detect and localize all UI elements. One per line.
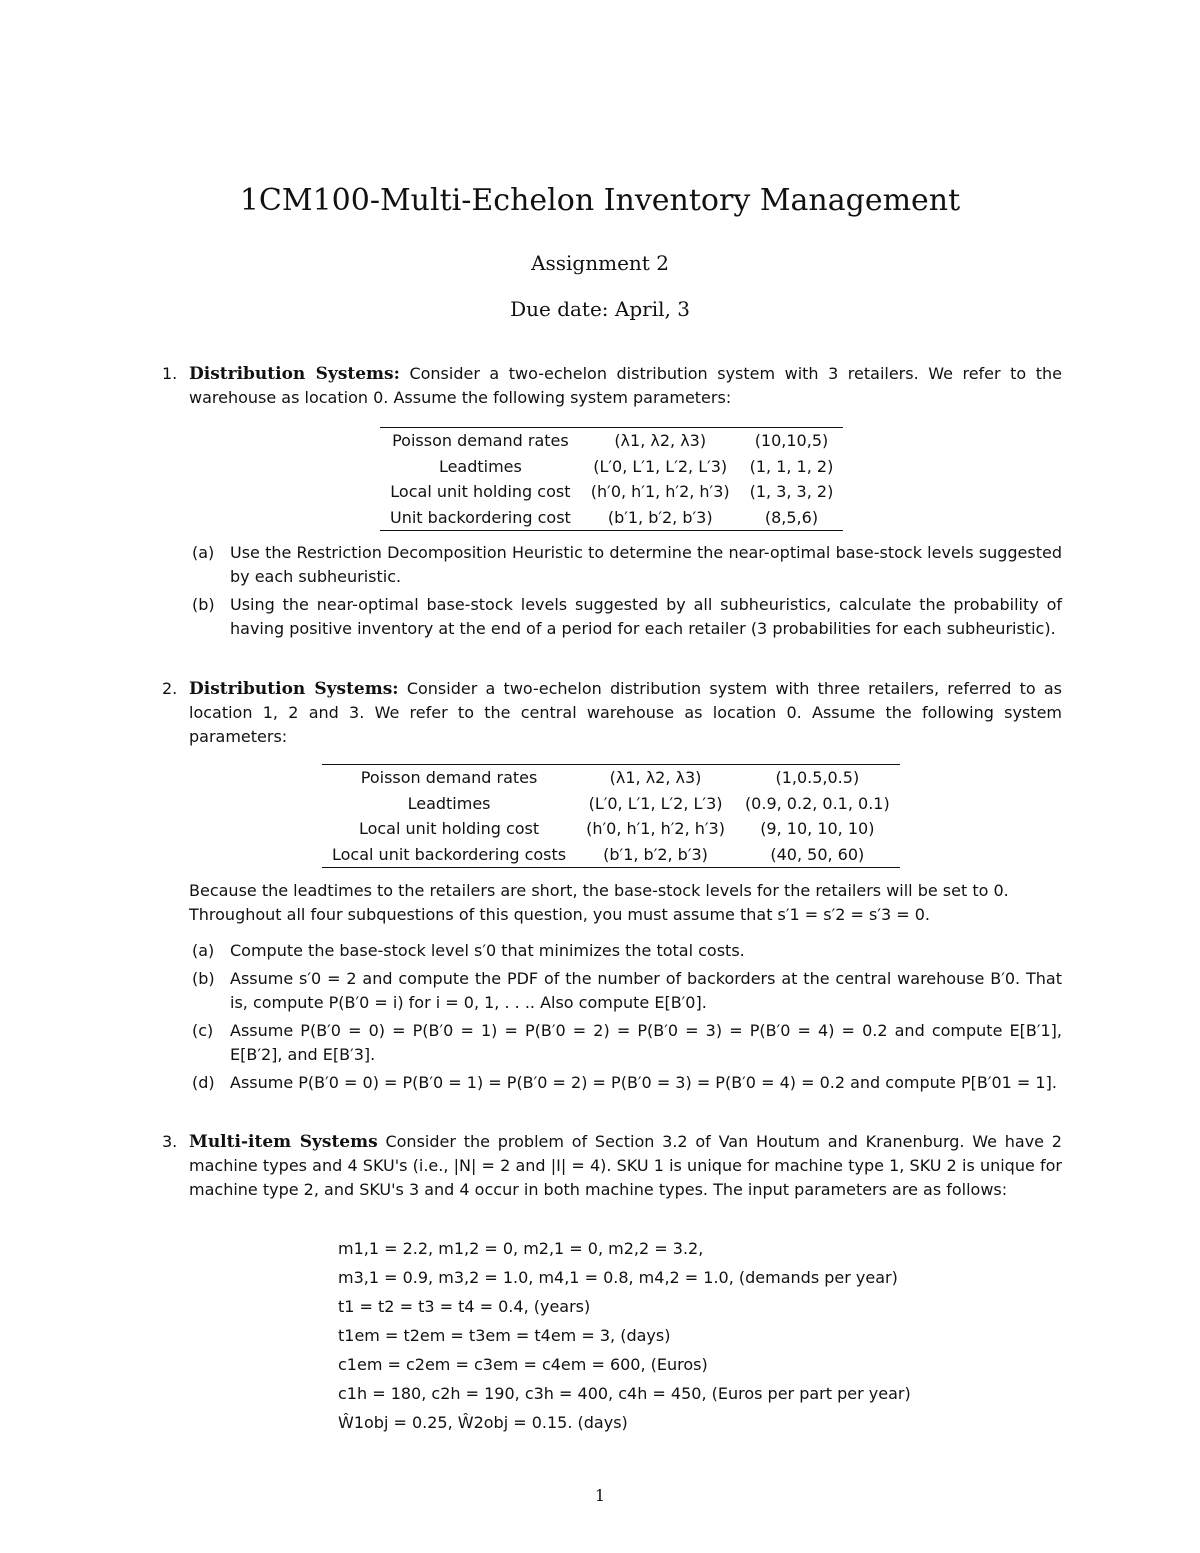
table-row: [322, 765, 900, 791]
table-row: [322, 816, 900, 842]
question-heading: Multi-item Systems: [189, 1132, 378, 1152]
param-name: Poisson demand rates: [380, 428, 581, 454]
part-label: (a): [192, 543, 215, 562]
part-text: Use the Restriction Decomposition Heuristic to determine the near-optimal base-stock levels suggested by each subheuristic.: [230, 543, 1062, 586]
due-date: Due date: April, 3: [510, 297, 690, 321]
param-name: Local unit holding cost: [390, 482, 571, 502]
q2-part-b: [192, 967, 1062, 1015]
part-text: Using the near-optimal base-stock levels suggested by all subheuristics, calculate the probability of having positive inventory at the end of a period for each retailer (3 probabilities for each subheuristic).: [230, 595, 1062, 638]
question-text: Consider the problem of Section 3.2 of Van Houtum and Kranenburg. We have 2 machine types and 4 SKU's (i.e., |N| = 2 and |I| = 4). SKU 1 is unique for machine type 1, SKU 2 is unique for machine type 2, and SKU's 3 and 4 occur in both machine types. The input parameters are as follows:: [189, 1132, 1062, 1199]
part-text: Compute the base-stock level s′0 that minimizes the total costs.: [230, 941, 745, 960]
question-text: Consider a two-echelon distribution system with 3 retailers. We refer to the warehouse as location 0. Assume the following system parameters:: [189, 364, 1062, 407]
param-symbol: (h′0, h′1, h′2, h′3): [586, 819, 725, 839]
question-number: 1.: [162, 364, 178, 383]
q1-part-a: [192, 541, 1062, 589]
question-text: Consider a two-echelon distribution system with three retailers, referred to as location 1, 2 and 3. We refer to the central warehouse as location 0. Assume the following system parameters:: [189, 679, 1063, 746]
param-value: (10,10,5): [740, 428, 844, 454]
equation-line: t1em = t2em = t3em = t4em = 3, (days): [338, 1326, 671, 1345]
param-symbol: (L′0, L′1, L′2, L′3): [593, 456, 728, 476]
equation-line: m3,1 = 0.9, m3,2 = 1.0, m4,1 = 0.8, m4,2 = 1.0, (demands per year): [338, 1268, 898, 1287]
table-row: [322, 791, 900, 817]
equation-line: Ŵ1obj = 0.25, Ŵ2obj = 0.15. (days): [338, 1413, 628, 1432]
table-row: [380, 454, 843, 480]
param-symbol: (λ1, λ2, λ3): [581, 428, 740, 454]
param-value: (1, 1, 1, 2): [749, 456, 834, 476]
part-label: (c): [192, 1021, 214, 1040]
question-number: 3.: [162, 1132, 178, 1151]
part-text: Assume s′0 = 2 and compute the PDF of the number of backorders at the central warehouse B′0. That is, compute P(B′0 = i) for i = 0, 1, . . .. Also compute E[B′0].: [230, 969, 1062, 1012]
equation-line: c1h = 180, c2h = 190, c3h = 400, c4h = 450, (Euros per part per year): [338, 1384, 911, 1403]
question-number: 2.: [162, 679, 178, 698]
param-value: (1, 3, 3, 2): [749, 482, 834, 502]
param-symbol: (L′0, L′1, L′2, L′3): [588, 793, 723, 813]
question-heading: Distribution Systems:: [189, 364, 400, 384]
param-value: (1,0.5,0.5): [735, 765, 900, 791]
equation-line: m1,1 = 2.2, m1,2 = 0, m2,1 = 0, m2,2 = 3.2,: [338, 1239, 704, 1258]
table-row: [380, 505, 843, 531]
part-label: (d): [192, 1073, 215, 1092]
q2-part-c: [192, 1019, 1062, 1067]
table-row: [380, 479, 843, 505]
part-label: (b): [192, 969, 215, 988]
table-row: [380, 428, 843, 454]
param-name: Poisson demand rates: [322, 765, 576, 791]
q1-part-b: [192, 593, 1062, 641]
part-text: Assume P(B′0 = 0) = P(B′0 = 1) = P(B′0 = 2) = P(B′0 = 3) = P(B′0 = 4) = 0.2 and compute E[B′1], E[B′2], and E[B′3].: [230, 1021, 1062, 1064]
param-value: (9, 10, 10, 10): [760, 819, 875, 839]
param-symbol: (λ1, λ2, λ3): [576, 765, 735, 791]
param-name: Leadtimes: [407, 793, 491, 813]
part-text: Assume P(B′0 = 0) = P(B′0 = 1) = P(B′0 = 2) = P(B′0 = 3) = P(B′0 = 4) = 0.2 and compute P[B′01 = 1].: [230, 1073, 1057, 1092]
param-symbol: (b′1, b′2, b′3): [576, 842, 735, 868]
document-title: 1CM100-Multi-Echelon Inventory Management: [239, 183, 961, 218]
assignment-label: Assignment 2: [531, 251, 669, 275]
param-symbol: (b′1, b′2, b′3): [581, 505, 740, 531]
question-1: [162, 362, 1062, 410]
param-value: (8,5,6): [740, 505, 844, 531]
param-value: (40, 50, 60): [735, 842, 900, 868]
question-3: [162, 1130, 1062, 1202]
q3-input-parameters: [338, 1234, 911, 1437]
question-heading: Distribution Systems:: [189, 679, 399, 699]
q2-note-1: Because the leadtimes to the retailers are short, the base-stock levels for the retailers will be set to 0.: [189, 881, 1009, 900]
param-symbol: (h′0, h′1, h′2, h′3): [590, 482, 730, 502]
page-number: 1: [594, 1486, 606, 1505]
param-name: Unit backordering cost: [380, 505, 581, 531]
equation-line: t1 = t2 = t3 = t4 = 0.4, (years): [338, 1297, 591, 1316]
q2-part-d: [192, 1071, 1062, 1095]
q2-note-2: Throughout all four subquestions of this question, you must assume that s′1 = s′2 = s′3 = 0.: [189, 905, 930, 924]
question-2: [162, 677, 1062, 749]
param-name: Local unit holding cost: [358, 819, 540, 839]
param-value: (0.9, 0.2, 0.1, 0.1): [744, 793, 890, 813]
q2-part-a: [192, 939, 1062, 963]
param-name: Local unit backordering costs: [322, 842, 576, 868]
equation-line: c1em = c2em = c3em = c4em = 600, (Euros): [338, 1355, 708, 1374]
q2-parameter-table: [322, 764, 900, 868]
q1-parameter-table: [380, 427, 843, 531]
param-name: Leadtimes: [438, 456, 522, 476]
part-label: (a): [192, 941, 215, 960]
table-row: [322, 842, 900, 868]
part-label: (b): [192, 595, 215, 614]
